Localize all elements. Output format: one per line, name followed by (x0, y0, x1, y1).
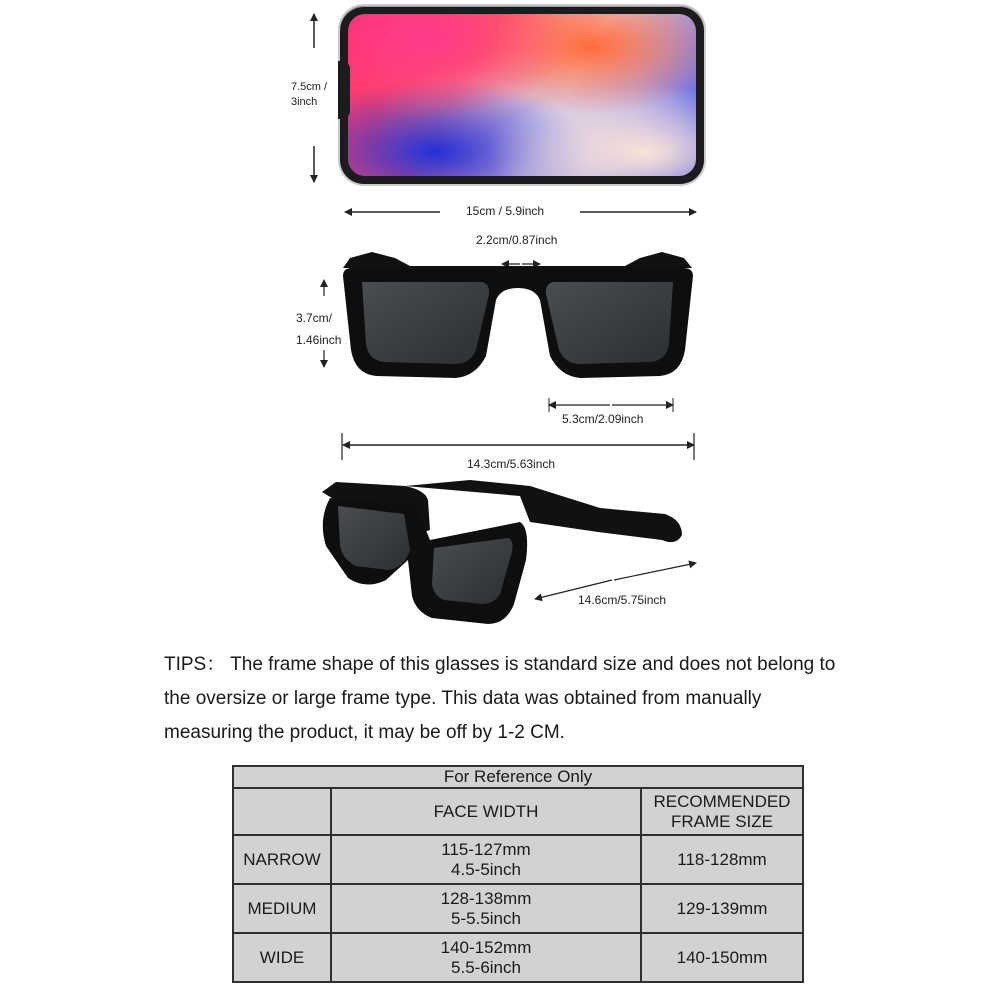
header-face-width: FACE WIDTH (331, 788, 641, 835)
size-reference-table (232, 765, 804, 983)
phone-width-label: 15cm / 5.9inch (466, 204, 545, 218)
row-label: MEDIUM (233, 884, 331, 933)
temple-length-label: 14.6cm/5.75inch (578, 593, 667, 607)
lens-width-arrow (549, 398, 673, 412)
tips-line: TIPS： The frame shape of this glasses is standard size and does not belong to (164, 654, 836, 675)
row-face-width: 140-152mm 5.5-6inch (331, 933, 641, 982)
table-row (233, 884, 803, 933)
row-frame-size: 118-128mm (641, 835, 803, 884)
lens-height-label: 3.7cm/ 1.46inch (296, 311, 342, 347)
tips-text (164, 648, 884, 750)
table-row (233, 933, 803, 982)
tips-line: the oversize or large frame type. This data was obtained from manually (164, 688, 762, 709)
row-label: NARROW (233, 835, 331, 884)
row-frame-size: 140-150mm (641, 933, 803, 982)
bridge-label: 2.2cm/0.87inch (476, 233, 558, 247)
header-recommended-frame-size: RECOMMENDED FRAME SIZE (641, 788, 803, 835)
header-blank (233, 788, 331, 835)
glasses-front-image (343, 252, 693, 378)
tips-line: measuring the product, it may be off by 1-2 CM. (164, 722, 565, 743)
row-face-width: 128-138mm 5-5.5inch (331, 884, 641, 933)
row-frame-size: 129-139mm (641, 884, 803, 933)
lens-width-label: 5.3cm/2.09inch (562, 412, 644, 426)
table-caption: For Reference Only (233, 766, 803, 788)
frame-width-arrow (342, 433, 694, 460)
row-label: WIDE (233, 933, 331, 982)
table-row (233, 835, 803, 884)
row-face-width: 115-127mm 4.5-5inch (331, 835, 641, 884)
frame-width-label: 14.3cm/5.63inch (467, 457, 556, 471)
phone-height-label: 7.5cm / 3inch (291, 81, 328, 108)
